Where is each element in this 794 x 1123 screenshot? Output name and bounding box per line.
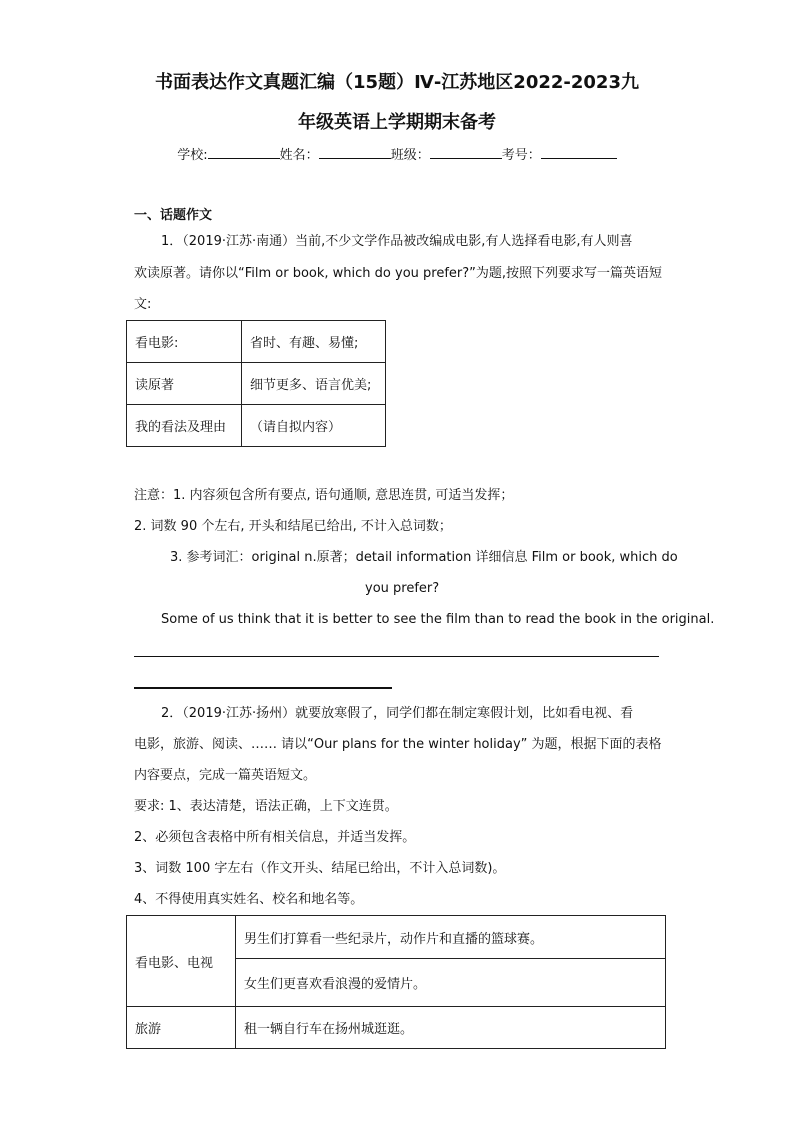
q2-req2: 2、必须包含表格中所有相关信息，并适当发挥。 bbox=[134, 830, 416, 845]
q2-table-cell: 女生们更喜欢看浪漫的爱情片。 bbox=[236, 959, 666, 1007]
name-label: 姓名： bbox=[279, 148, 319, 163]
q2-text-line3: 内容要点，完成一篇英语短文。 bbox=[134, 768, 317, 783]
q1-note3-cont: you prefer? bbox=[365, 581, 440, 596]
school-blank[interactable] bbox=[208, 146, 280, 159]
q1-note2: 2. 词数 90 个左右, 开头和结尾已给出, 不计入总词数； bbox=[134, 519, 452, 534]
q1-table bbox=[126, 320, 386, 447]
q1-table-cell: 细节更多、语言优美; bbox=[242, 363, 386, 405]
answer-line[interactable] bbox=[134, 656, 659, 657]
exam-no-label: 考号： bbox=[501, 148, 541, 163]
q2-table-label: 旅游 bbox=[127, 1007, 236, 1049]
table-row bbox=[127, 1007, 666, 1049]
table-row bbox=[127, 363, 386, 405]
q2-text-line1: 2．（2019·江苏·扬州）就要放寒假了，同学们都在制定寒假计划，比如看电视、看 bbox=[161, 706, 634, 721]
q1-table-cell: 我的看法及理由 bbox=[127, 405, 242, 447]
school-label: 学校: bbox=[177, 148, 208, 163]
q1-text-line3: 文: bbox=[134, 297, 152, 312]
q1-opening-sentence: Some of us think that it is better to see the film than to read the book in the original. bbox=[161, 612, 715, 627]
name-blank[interactable] bbox=[319, 146, 391, 159]
q1-table-cell: （请自拟内容） bbox=[242, 405, 386, 447]
q1-note1: 注意：1. 内容须包含所有要点, 语句通顺, 意思连贯, 可适当发挥； bbox=[134, 488, 514, 503]
exam-no-blank[interactable] bbox=[541, 146, 617, 159]
doc-title-line1: 书面表达作文真题汇编（15题）Ⅳ-江苏地区2022-2023九 bbox=[155, 72, 639, 93]
table-row bbox=[127, 405, 386, 447]
q2-table-cell: 男生们打算看一些纪录片，动作片和直播的篮球赛。 bbox=[236, 916, 666, 959]
q1-text-line1: 1．（2019·江苏·南通）当前,不少文学作品被改编成电影,有人选择看电影,有人则喜 bbox=[161, 234, 633, 249]
q1-note3: 3. 参考词汇：original n.原著；detail information 详细信息 Film or book, which do bbox=[170, 550, 678, 565]
q2-table-cell: 租一辆自行车在扬州城逛逛。 bbox=[236, 1007, 666, 1049]
section-heading: 一、话题作文 bbox=[134, 208, 213, 223]
table-row bbox=[127, 321, 386, 363]
q2-req1: 要求: 1、表达清楚，语法正确，上下文连贯。 bbox=[134, 799, 398, 814]
q2-table bbox=[126, 915, 666, 1049]
q1-table-cell: 读原著 bbox=[127, 363, 242, 405]
class-label: 班级： bbox=[390, 148, 430, 163]
class-blank[interactable] bbox=[430, 146, 502, 159]
q1-table-cell: 省时、有趣、易懂; bbox=[242, 321, 386, 363]
table-row bbox=[127, 916, 666, 959]
q2-req4: 4、不得使用真实姓名、校名和地名等。 bbox=[134, 892, 364, 907]
q1-table-cell: 看电影: bbox=[127, 321, 242, 363]
student-info-line bbox=[0, 144, 794, 163]
q2-table-label: 看电影、电视 bbox=[127, 916, 236, 1007]
answer-line[interactable] bbox=[134, 687, 392, 689]
q1-text-line2: 欢读原著。请你以“Film or book, which do you prefer?”为题,按照下列要求写一篇英语短 bbox=[134, 266, 663, 281]
q2-text-line2: 电影，旅游、阅读、…… 请以“Our plans for the winter holiday” 为题，根据下面的表格 bbox=[134, 737, 662, 752]
doc-title-line2: 年级英语上学期期末备考 bbox=[298, 112, 496, 133]
q2-req3: 3、词数 100 字左右（作文开头、结尾已给出，不计入总词数)。 bbox=[134, 861, 506, 876]
